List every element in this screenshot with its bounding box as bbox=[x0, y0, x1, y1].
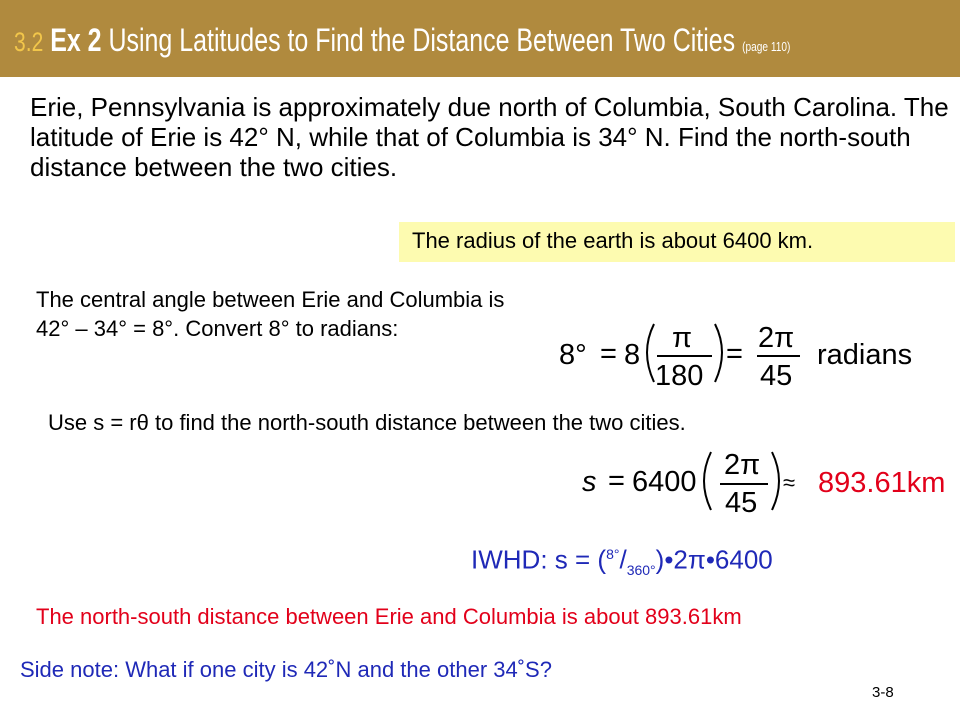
title-text: Using Latitudes to Find the Distance Between Two Cities bbox=[108, 22, 736, 58]
iwhd-prefix: IWHD: s = ( bbox=[471, 544, 607, 575]
eq1-left-paren bbox=[647, 324, 654, 382]
step2-text: Use s = rθ to find the north-south distance between the two cities. bbox=[48, 410, 686, 435]
eq2-left-paren bbox=[704, 452, 711, 510]
iwhd-suffix: )•2π•6400 bbox=[655, 544, 773, 575]
eq2-result: 893.61km bbox=[818, 467, 946, 499]
eq2-denominator: 45 bbox=[725, 487, 758, 519]
page-reference: (page 110) bbox=[742, 39, 791, 54]
eq1-denominator: 180 bbox=[655, 360, 704, 392]
eq1-equals-2: = bbox=[726, 338, 743, 370]
eq1-coefficient: 8 bbox=[624, 339, 641, 371]
step1-line2: 42° – 34° = 8°. Convert 8° to radians: bbox=[36, 316, 399, 341]
eq1-numerator: π bbox=[672, 322, 693, 354]
step1-line1: The central angle between Erie and Columbia is bbox=[36, 287, 505, 312]
iwhd-denominator: 360° bbox=[626, 561, 656, 578]
iwhd-slash: / bbox=[619, 544, 627, 575]
section-number: 3.2 bbox=[14, 27, 44, 57]
eq2-right-paren bbox=[772, 452, 779, 510]
eq1-unit: radians bbox=[817, 339, 913, 371]
problem-statement: Erie, Pennsylvania is approximately due north of Columbia, South Carolina. The latitude of Erie is 42° N, while that of Columbia is 34° N. Find the north-south distance between the two cities. bbox=[30, 92, 949, 182]
eq2-coefficient: 6400 bbox=[632, 466, 697, 498]
given-radius-text: The radius of the earth is about 6400 km. bbox=[412, 228, 814, 253]
eq1-right-paren bbox=[715, 324, 722, 382]
eq1-equals: = bbox=[600, 338, 617, 370]
side-note: Side note: What if one city is 42˚N and the other 34˚S? bbox=[20, 657, 552, 682]
eq2-approx: ≈ bbox=[783, 470, 796, 495]
iwhd-numerator: 8° bbox=[606, 546, 620, 562]
eq1-lhs: 8° bbox=[559, 339, 587, 371]
eq2-numerator: 2π bbox=[724, 449, 761, 481]
eq2-lhs: s bbox=[582, 466, 597, 498]
eq2-equals: = bbox=[608, 465, 625, 497]
eq1-result-numerator: 2π bbox=[758, 322, 795, 354]
eq1-result-denominator: 45 bbox=[760, 360, 793, 392]
conclusion-text: The north-south distance between Erie and Columbia is about 893.61km bbox=[36, 604, 742, 629]
slide-number: 3-8 bbox=[872, 684, 894, 701]
example-label: Ex 2 bbox=[50, 22, 102, 58]
